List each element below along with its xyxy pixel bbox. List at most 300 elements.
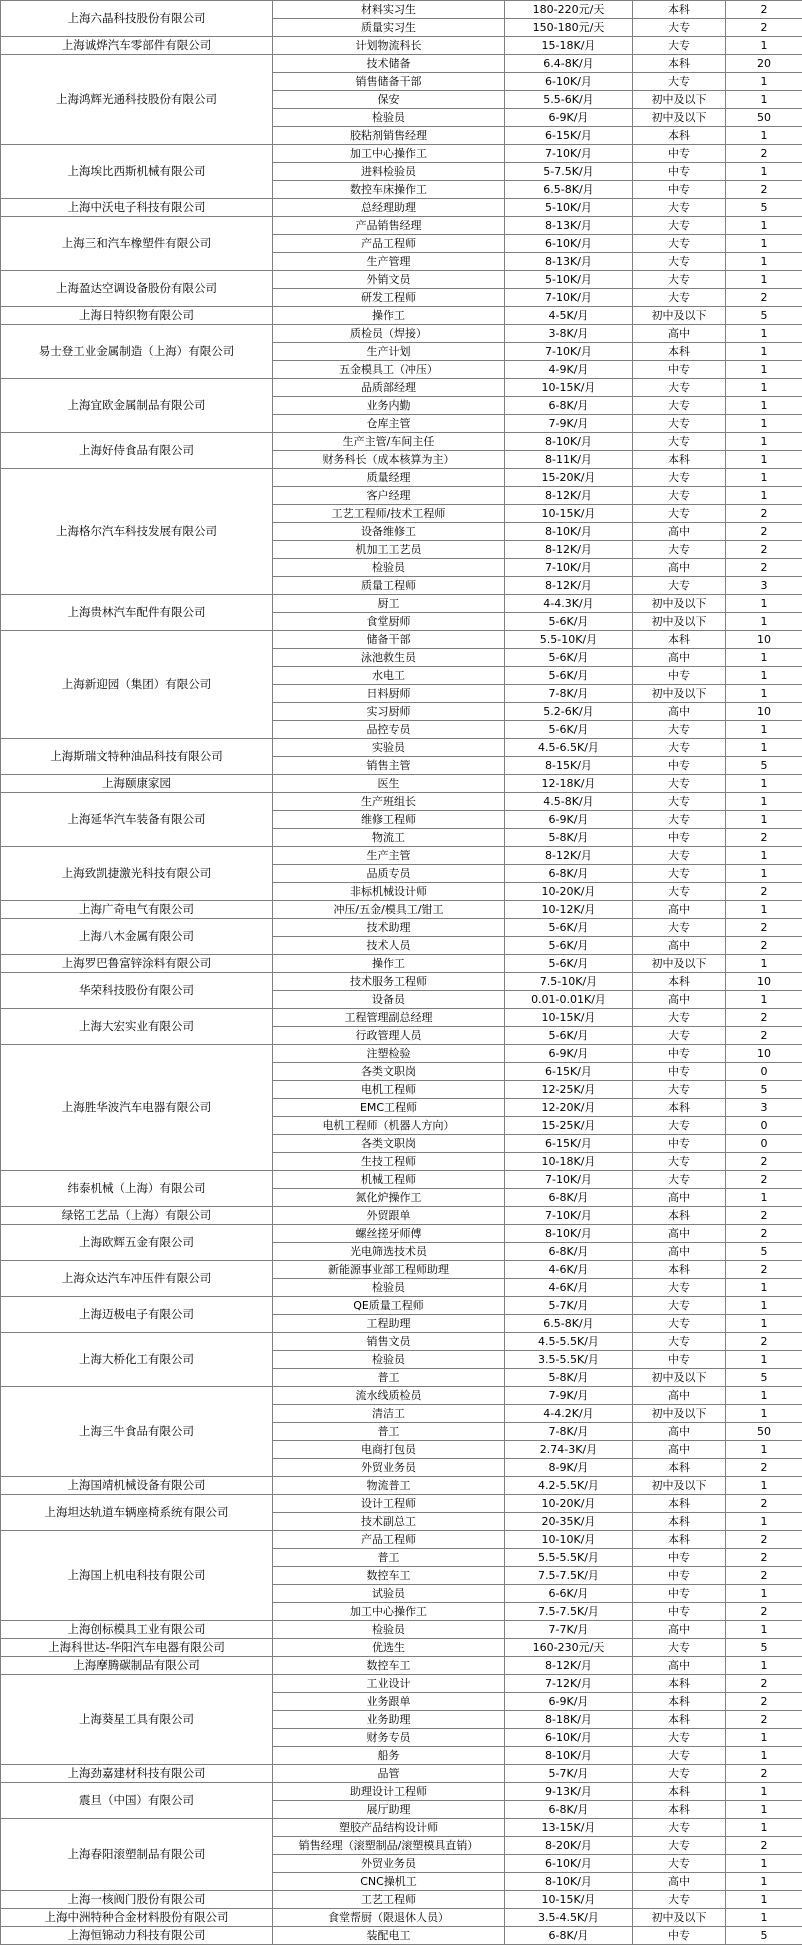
position-cell: 财务科长（成本核算为主） <box>273 451 505 469</box>
table-row <box>1 433 802 451</box>
table-row <box>1 307 802 325</box>
position-cell: 销售经理（滚塑制品/滚塑模具直销） <box>273 1837 505 1855</box>
education-cell: 本科 <box>633 1693 726 1711</box>
company-cell: 上海创标模具工业有限公司 <box>1 1621 273 1639</box>
education-cell: 大专 <box>633 1279 726 1297</box>
headcount-cell: 2 <box>726 1153 802 1171</box>
headcount-cell: 2 <box>726 1207 802 1225</box>
salary-cell: 2.74-3K/月 <box>505 1441 633 1459</box>
salary-cell: 6-15K/月 <box>505 1135 633 1153</box>
headcount-cell: 2 <box>726 1549 802 1567</box>
headcount-cell: 1 <box>726 217 802 235</box>
salary-cell: 4.5-8K/月 <box>505 793 633 811</box>
salary-cell: 5-6K/月 <box>505 667 633 685</box>
headcount-cell: 2 <box>726 1027 802 1045</box>
recruitment-table-body <box>1 1 802 1945</box>
company-cell: 上海埃比西斯机械有限公司 <box>1 145 273 199</box>
position-cell: 数控车工 <box>273 1657 505 1675</box>
position-cell: 光电筛选技术员 <box>273 1243 505 1261</box>
education-cell: 大专 <box>633 1153 726 1171</box>
position-cell: 质量实习生 <box>273 19 505 37</box>
education-cell: 本科 <box>633 1675 726 1693</box>
salary-cell: 7-10K/月 <box>505 1171 633 1189</box>
salary-cell: 5-8K/月 <box>505 829 633 847</box>
position-cell: 生产班组长 <box>273 793 505 811</box>
table-row <box>1 1045 802 1063</box>
salary-cell: 8-13K/月 <box>505 217 633 235</box>
headcount-cell: 3 <box>726 577 802 595</box>
salary-cell: 7.5-10K/月 <box>505 973 633 991</box>
salary-cell: 20-35K/月 <box>505 1513 633 1531</box>
table-row <box>1 1891 802 1909</box>
position-cell: 实验员 <box>273 739 505 757</box>
education-cell: 大专 <box>633 1297 726 1315</box>
salary-cell: 3-8K/月 <box>505 325 633 343</box>
headcount-cell: 1 <box>726 343 802 361</box>
education-cell: 大专 <box>633 1747 726 1765</box>
company-cell: 上海中洲特种合金材料股份有限公司 <box>1 1909 273 1927</box>
position-cell: 质检员（焊接） <box>273 325 505 343</box>
company-cell: 上海迈极电子有限公司 <box>1 1297 273 1333</box>
salary-cell: 5-6K/月 <box>505 721 633 739</box>
position-cell: 产品工程师 <box>273 235 505 253</box>
education-cell: 本科 <box>633 1531 726 1549</box>
headcount-cell: 1 <box>726 739 802 757</box>
position-cell: 新能源事业部工程师助理 <box>273 1261 505 1279</box>
position-cell: 船务 <box>273 1747 505 1765</box>
education-cell: 本科 <box>633 55 726 73</box>
salary-cell: 12-20K/月 <box>505 1099 633 1117</box>
table-row <box>1 919 802 937</box>
headcount-cell: 1 <box>726 685 802 703</box>
position-cell: 厨工 <box>273 595 505 613</box>
position-cell: 客户经理 <box>273 487 505 505</box>
table-row <box>1 595 802 613</box>
headcount-cell: 2 <box>726 1333 802 1351</box>
salary-cell: 7-9K/月 <box>505 1387 633 1405</box>
headcount-cell: 2 <box>726 1495 802 1513</box>
position-cell: 产品工程师 <box>273 1531 505 1549</box>
headcount-cell: 2 <box>726 919 802 937</box>
headcount-cell: 1 <box>726 667 802 685</box>
education-cell: 大专 <box>633 1315 726 1333</box>
company-cell: 上海鸿辉光通科技股份有限公司 <box>1 55 273 145</box>
table-row <box>1 1477 802 1495</box>
company-cell: 上海盈达空调设备股份有限公司 <box>1 271 273 307</box>
headcount-cell: 1 <box>726 235 802 253</box>
headcount-cell: 0 <box>726 1063 802 1081</box>
position-cell: 仓库主管 <box>273 415 505 433</box>
education-cell: 大专 <box>633 433 726 451</box>
headcount-cell: 2 <box>726 1837 802 1855</box>
position-cell: 非标机械设计师 <box>273 883 505 901</box>
education-cell: 高中 <box>633 901 726 919</box>
headcount-cell: 10 <box>726 703 802 721</box>
position-cell: 加工中心操作工 <box>273 1603 505 1621</box>
education-cell: 本科 <box>633 973 726 991</box>
company-cell: 上海春阳滚塑制品有限公司 <box>1 1819 273 1891</box>
education-cell: 高中 <box>633 1387 726 1405</box>
education-cell: 大专 <box>633 1081 726 1099</box>
salary-cell: 6-9K/月 <box>505 109 633 127</box>
education-cell: 大专 <box>633 19 726 37</box>
headcount-cell: 2 <box>726 937 802 955</box>
position-cell: 检验员 <box>273 109 505 127</box>
education-cell: 初中及以下 <box>633 109 726 127</box>
headcount-cell: 1 <box>726 955 802 973</box>
position-cell: 塑胶产品结构设计师 <box>273 1819 505 1837</box>
headcount-cell: 2 <box>726 19 802 37</box>
education-cell: 中专 <box>633 361 726 379</box>
salary-cell: 5-6K/月 <box>505 937 633 955</box>
company-cell: 上海贵林汽车配件有限公司 <box>1 595 273 631</box>
salary-cell: 4-9K/月 <box>505 361 633 379</box>
salary-cell: 5-7K/月 <box>505 1297 633 1315</box>
headcount-cell: 2 <box>726 883 802 901</box>
education-cell: 中专 <box>633 1549 726 1567</box>
headcount-cell: 1 <box>726 595 802 613</box>
position-cell: 操作工 <box>273 307 505 325</box>
education-cell: 高中 <box>633 937 726 955</box>
education-cell: 大专 <box>633 739 726 757</box>
table-row <box>1 1927 802 1945</box>
position-cell: 展厅助理 <box>273 1801 505 1819</box>
education-cell: 大专 <box>633 865 726 883</box>
salary-cell: 5-8K/月 <box>505 1369 633 1387</box>
company-cell: 上海宜欧金属制品有限公司 <box>1 379 273 433</box>
table-row <box>1 1819 802 1837</box>
company-cell: 上海新迎园（集团）有限公司 <box>1 631 273 739</box>
headcount-cell: 1 <box>726 1315 802 1333</box>
education-cell: 初中及以下 <box>633 307 726 325</box>
company-cell: 纬泰机械（上海）有限公司 <box>1 1171 273 1207</box>
education-cell: 本科 <box>633 1261 726 1279</box>
headcount-cell: 2 <box>726 181 802 199</box>
education-cell: 本科 <box>633 451 726 469</box>
education-cell: 大专 <box>633 721 726 739</box>
salary-cell: 5-7.5K/月 <box>505 163 633 181</box>
education-cell: 中专 <box>633 1135 726 1153</box>
salary-cell: 12-25K/月 <box>505 1081 633 1099</box>
salary-cell: 10-20K/月 <box>505 883 633 901</box>
salary-cell: 8-10K/月 <box>505 1873 633 1891</box>
position-cell: 螺丝搓牙师傅 <box>273 1225 505 1243</box>
position-cell: 计划物流科长 <box>273 37 505 55</box>
company-cell: 上海众达汽车冲压件有限公司 <box>1 1261 273 1297</box>
salary-cell: 8-18K/月 <box>505 1711 633 1729</box>
salary-cell: 15-25K/月 <box>505 1117 633 1135</box>
headcount-cell: 2 <box>726 541 802 559</box>
headcount-cell: 1 <box>726 1279 802 1297</box>
position-cell: 设备员 <box>273 991 505 1009</box>
salary-cell: 6-8K/月 <box>505 1189 633 1207</box>
education-cell: 大专 <box>633 379 726 397</box>
salary-cell: 7.5-7.5K/月 <box>505 1603 633 1621</box>
company-cell: 上海诚烨汽车零部件有限公司 <box>1 37 273 55</box>
salary-cell: 6-8K/月 <box>505 865 633 883</box>
position-cell: 普工 <box>273 1549 505 1567</box>
education-cell: 高中 <box>633 1621 726 1639</box>
headcount-cell: 20 <box>726 55 802 73</box>
position-cell: 机加工工艺员 <box>273 541 505 559</box>
position-cell: 技术副总工 <box>273 1513 505 1531</box>
position-cell: 物流普工 <box>273 1477 505 1495</box>
headcount-cell: 1 <box>726 1405 802 1423</box>
headcount-cell: 2 <box>726 145 802 163</box>
salary-cell: 6-9K/月 <box>505 1693 633 1711</box>
headcount-cell: 1 <box>726 1783 802 1801</box>
company-cell: 上海颐康家园 <box>1 775 273 793</box>
salary-cell: 6.4-8K/月 <box>505 55 633 73</box>
salary-cell: 8-10K/月 <box>505 433 633 451</box>
position-cell: 电商打包员 <box>273 1441 505 1459</box>
position-cell: 电机工程师 <box>273 1081 505 1099</box>
headcount-cell: 2 <box>726 1459 802 1477</box>
salary-cell: 6-15K/月 <box>505 1063 633 1081</box>
salary-cell: 6-8K/月 <box>505 1927 633 1945</box>
headcount-cell: 0 <box>726 1117 802 1135</box>
position-cell: 行政管理人员 <box>273 1027 505 1045</box>
education-cell: 大专 <box>633 811 726 829</box>
education-cell: 大专 <box>633 199 726 217</box>
education-cell: 本科 <box>633 1 726 19</box>
position-cell: 销售储备干部 <box>273 73 505 91</box>
position-cell: 销售文员 <box>273 1333 505 1351</box>
salary-cell: 6-9K/月 <box>505 811 633 829</box>
education-cell: 本科 <box>633 343 726 361</box>
salary-cell: 5.5-5.5K/月 <box>505 1549 633 1567</box>
position-cell: 物流工 <box>273 829 505 847</box>
headcount-cell: 1 <box>726 811 802 829</box>
salary-cell: 5-6K/月 <box>505 1027 633 1045</box>
education-cell: 高中 <box>633 1873 726 1891</box>
education-cell: 大专 <box>633 469 726 487</box>
salary-cell: 5-10K/月 <box>505 199 633 217</box>
position-cell: 普工 <box>273 1423 505 1441</box>
education-cell: 本科 <box>633 1207 726 1225</box>
education-cell: 本科 <box>633 1783 726 1801</box>
education-cell: 大专 <box>633 1729 726 1747</box>
table-row <box>1 1639 802 1657</box>
position-cell: 实习厨师 <box>273 703 505 721</box>
company-cell: 上海国上机电科技有限公司 <box>1 1531 273 1621</box>
salary-cell: 15-18K/月 <box>505 37 633 55</box>
position-cell: 数控车工 <box>273 1567 505 1585</box>
salary-cell: 10-18K/月 <box>505 1153 633 1171</box>
education-cell: 中专 <box>633 1567 726 1585</box>
table-row <box>1 469 802 487</box>
headcount-cell: 1 <box>726 469 802 487</box>
company-cell: 上海罗巴鲁富锌涂料有限公司 <box>1 955 273 973</box>
position-cell: 业务跟单 <box>273 1693 505 1711</box>
education-cell: 大专 <box>633 1855 726 1873</box>
position-cell: 品质部经理 <box>273 379 505 397</box>
education-cell: 大专 <box>633 487 726 505</box>
salary-cell: 8-12K/月 <box>505 577 633 595</box>
position-cell: 品质专员 <box>273 865 505 883</box>
salary-cell: 9-13K/月 <box>505 1783 633 1801</box>
education-cell: 大专 <box>633 1171 726 1189</box>
salary-cell: 8-10K/月 <box>505 1225 633 1243</box>
salary-cell: 7-9K/月 <box>505 415 633 433</box>
position-cell: 机械工程师 <box>273 1171 505 1189</box>
position-cell: 胶粘剂销售经理 <box>273 127 505 145</box>
position-cell: 数控车床操作工 <box>273 181 505 199</box>
table-row <box>1 1225 802 1243</box>
headcount-cell: 1 <box>726 415 802 433</box>
salary-cell: 150-180元/天 <box>505 19 633 37</box>
company-cell: 上海欧辉五金有限公司 <box>1 1225 273 1261</box>
salary-cell: 8-20K/月 <box>505 1837 633 1855</box>
salary-cell: 4-4.3K/月 <box>505 595 633 613</box>
education-cell: 本科 <box>633 1459 726 1477</box>
position-cell: 质量经理 <box>273 469 505 487</box>
headcount-cell: 1 <box>726 433 802 451</box>
headcount-cell: 1 <box>726 1801 802 1819</box>
headcount-cell: 2 <box>726 829 802 847</box>
salary-cell: 5.5-10K/月 <box>505 631 633 649</box>
company-cell: 上海斯瑞文特种油品科技有限公司 <box>1 739 273 775</box>
education-cell: 本科 <box>633 1711 726 1729</box>
headcount-cell: 2 <box>726 1225 802 1243</box>
headcount-cell: 1 <box>726 1747 802 1765</box>
salary-cell: 7-8K/月 <box>505 685 633 703</box>
headcount-cell: 1 <box>726 1351 802 1369</box>
education-cell: 大专 <box>633 883 726 901</box>
table-row <box>1 955 802 973</box>
education-cell: 本科 <box>633 1801 726 1819</box>
headcount-cell: 2 <box>726 1711 802 1729</box>
education-cell: 大专 <box>633 397 726 415</box>
headcount-cell: 1 <box>726 775 802 793</box>
company-cell: 上海日特织物有限公司 <box>1 307 273 325</box>
headcount-cell: 1 <box>726 37 802 55</box>
company-cell: 上海三和汽车橡塑件有限公司 <box>1 217 273 271</box>
education-cell: 大专 <box>633 271 726 289</box>
position-cell: 技术助理 <box>273 919 505 937</box>
salary-cell: 4.5-5.5K/月 <box>505 1333 633 1351</box>
education-cell: 初中及以下 <box>633 1369 726 1387</box>
position-cell: 品管 <box>273 1765 505 1783</box>
headcount-cell: 1 <box>726 451 802 469</box>
company-cell: 上海三牛食品有限公司 <box>1 1387 273 1477</box>
education-cell: 高中 <box>633 703 726 721</box>
salary-cell: 6-10K/月 <box>505 235 633 253</box>
education-cell: 本科 <box>633 127 726 145</box>
position-cell: 工业设计 <box>273 1675 505 1693</box>
education-cell: 大专 <box>633 505 726 523</box>
headcount-cell: 2 <box>726 1261 802 1279</box>
education-cell: 高中 <box>633 523 726 541</box>
salary-cell: 5.5-6K/月 <box>505 91 633 109</box>
position-cell: 检验员 <box>273 1279 505 1297</box>
salary-cell: 7-10K/月 <box>505 559 633 577</box>
headcount-cell: 1 <box>726 1909 802 1927</box>
headcount-cell: 1 <box>726 1387 802 1405</box>
position-cell: 日料厨师 <box>273 685 505 703</box>
position-cell: 质量工程师 <box>273 577 505 595</box>
education-cell: 大专 <box>633 1333 726 1351</box>
headcount-cell: 2 <box>726 1675 802 1693</box>
position-cell: 助理设计工程师 <box>273 1783 505 1801</box>
position-cell: 电机工程师（机器人方向） <box>273 1117 505 1135</box>
salary-cell: 8-12K/月 <box>505 541 633 559</box>
position-cell: 流水线质检员 <box>273 1387 505 1405</box>
education-cell: 大专 <box>633 793 726 811</box>
education-cell: 初中及以下 <box>633 1405 726 1423</box>
position-cell: 财务专员 <box>273 1729 505 1747</box>
company-cell: 上海八木金属有限公司 <box>1 919 273 955</box>
position-cell: 检验员 <box>273 559 505 577</box>
company-cell: 上海科世达-华阳汽车电器有限公司 <box>1 1639 273 1657</box>
table-row <box>1 1333 802 1351</box>
headcount-cell: 1 <box>726 487 802 505</box>
headcount-cell: 2 <box>726 523 802 541</box>
headcount-cell: 10 <box>726 1045 802 1063</box>
education-cell: 大专 <box>633 919 726 937</box>
table-row <box>1 1495 802 1513</box>
position-cell: 注塑检验 <box>273 1045 505 1063</box>
position-cell: 总经理助理 <box>273 199 505 217</box>
education-cell: 中专 <box>633 1585 726 1603</box>
salary-cell: 6.5-8K/月 <box>505 181 633 199</box>
salary-cell: 3.5-5.5K/月 <box>505 1351 633 1369</box>
education-cell: 高中 <box>633 1657 726 1675</box>
headcount-cell: 1 <box>726 1585 802 1603</box>
education-cell: 高中 <box>633 649 726 667</box>
salary-cell: 4.5-6.5K/月 <box>505 739 633 757</box>
position-cell: 技术人员 <box>273 937 505 955</box>
headcount-cell: 50 <box>726 1423 802 1441</box>
education-cell: 中专 <box>633 181 726 199</box>
education-cell: 中专 <box>633 1603 726 1621</box>
position-cell: 冲压/五金/模具工/钳工 <box>273 901 505 919</box>
education-cell: 大专 <box>633 1117 726 1135</box>
position-cell: 销售主管 <box>273 757 505 775</box>
salary-cell: 10-20K/月 <box>505 1495 633 1513</box>
table-row <box>1 145 802 163</box>
headcount-cell: 1 <box>726 1621 802 1639</box>
headcount-cell: 1 <box>726 793 802 811</box>
table-row <box>1 739 802 757</box>
salary-cell: 6-10K/月 <box>505 73 633 91</box>
company-cell: 上海六晶科技股份有限公司 <box>1 1 273 37</box>
salary-cell: 7-7K/月 <box>505 1621 633 1639</box>
education-cell: 大专 <box>633 217 726 235</box>
headcount-cell: 1 <box>726 1729 802 1747</box>
company-cell: 上海摩腾碳制品有限公司 <box>1 1657 273 1675</box>
education-cell: 初中及以下 <box>633 685 726 703</box>
education-cell: 中专 <box>633 667 726 685</box>
table-row <box>1 55 802 73</box>
education-cell: 大专 <box>633 577 726 595</box>
headcount-cell: 1 <box>726 901 802 919</box>
table-row <box>1 1009 802 1027</box>
education-cell: 大专 <box>633 415 726 433</box>
headcount-cell: 1 <box>726 991 802 1009</box>
position-cell: 技术储备 <box>273 55 505 73</box>
headcount-cell: 1 <box>726 613 802 631</box>
headcount-cell: 1 <box>726 1477 802 1495</box>
salary-cell: 4-5K/月 <box>505 307 633 325</box>
education-cell: 大专 <box>633 37 726 55</box>
education-cell: 大专 <box>633 775 726 793</box>
headcount-cell: 2 <box>726 1765 802 1783</box>
salary-cell: 12-18K/月 <box>505 775 633 793</box>
headcount-cell: 2 <box>726 1531 802 1549</box>
table-row <box>1 1765 802 1783</box>
salary-cell: 8-12K/月 <box>505 1657 633 1675</box>
